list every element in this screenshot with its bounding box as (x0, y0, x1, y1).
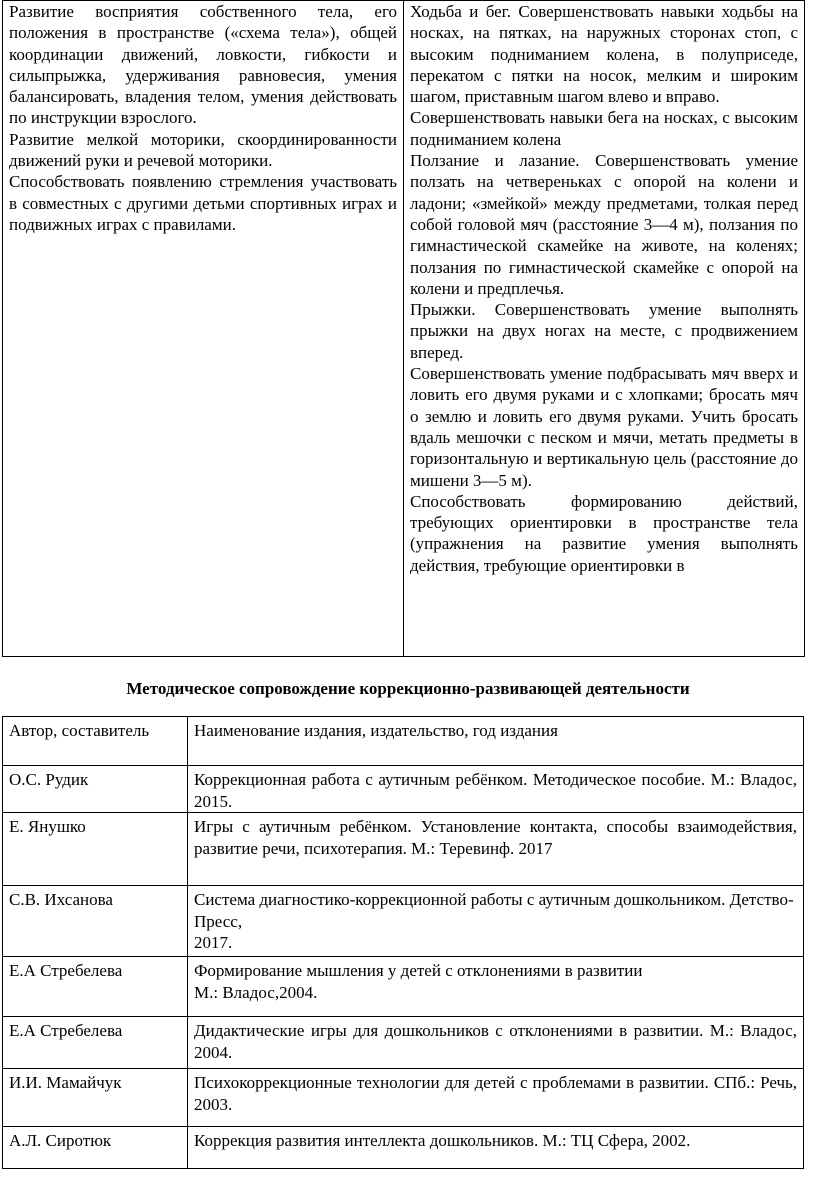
title-cell: Коррекционная работа с аутичным ребёнком. Методическое пособие. М.: Владос, 2015. (188, 766, 804, 813)
program-content-table (2, 0, 805, 657)
paragraph: Развитие восприятия собственного тела, его положения в пространстве («схема тела»), общей координации движений, ловкости, гибкости и силыпрыжка, удерживания равновесия, умения балансировать, владения телом, умения действовать по инструкции взрослого. (9, 2, 397, 128)
table-row (3, 957, 804, 1017)
table-row (3, 1017, 804, 1069)
author-cell: Е.А Стребелева (3, 957, 188, 1017)
section-title: Методическое сопровождение коррекционно-развивающей деятельности (126, 679, 690, 698)
table-row (3, 1, 805, 657)
title-cell: Система диагностико-коррекционной работы с аутичным дошкольником. Детство-Пресс, 2017. (188, 886, 804, 957)
paragraph: Способствовать формированию действий, требующих ориентировки в пространстве тела (упражнения на развитие умения выполнять действия, требующие ориентировки в (410, 491, 798, 575)
title-cell: Психокоррекционные технологии для детей с проблемами в развитии. СПб.: Речь, 2003. (188, 1069, 804, 1127)
paragraph: Ходьба и бег. Совершенствовать навыки ходьбы на носках, на пятках, на наружных сторонах стоп, с высоким подниманием колена, в полуприседе, перекатом с пятки на носок, мелким и широким шагом, приставным шагом влево и вправо. (410, 2, 798, 107)
tasks-cell (3, 1, 404, 657)
paragraph: Совершенствовать умение подбрасывать мяч вверх и ловить его двумя руками и с хлопками; бросать мяч о землю и ловить его двумя руками. Учить бросать вдаль мешочки с песком и мячи, метать предметы в горизонтальную и вертикальную цель (расстояние до мишени 3—5 м). (410, 364, 798, 490)
paragraph: Прыжки. Совершенствовать умение выполнять прыжки на двух ногах на месте, с продвижением вперед. (410, 300, 798, 362)
table-row (3, 886, 804, 957)
title-cell: Дидактические игры для дошкольников с отклонениями в развитии. М.: Владос, 2004. (188, 1017, 804, 1069)
author-cell: И.И. Мамайчук (3, 1069, 188, 1127)
author-cell: Е.А Стребелева (3, 1017, 188, 1069)
header-title: Наименование издания, издательство, год издания (188, 717, 804, 766)
header-author: Автор, составитель (3, 717, 188, 766)
paragraph: Способствовать появлению стремления участвовать в совместных с другими детьми спортивных играх и подвижных играх с правилами. (9, 172, 397, 234)
table-header-row (3, 717, 804, 766)
author-cell: А.Л. Сиротюк (3, 1127, 188, 1169)
content-cell (404, 1, 805, 657)
table-row (3, 766, 804, 813)
title-cell: Игры с аутичным ребёнком. Установление контакта, способы взаимодействия, развитие речи, психотерапия. М.: Теревинф. 2017 (188, 813, 804, 886)
table-row (3, 1069, 804, 1127)
paragraph: Развитие мелкой моторики, скоординированности движений руки и речевой моторики. (9, 129, 397, 171)
table-row (3, 813, 804, 886)
author-cell: С.В. Ихсанова (3, 886, 188, 957)
bibliography-table (2, 716, 804, 1169)
title-cell: Формирование мышления у детей с отклонениями в развитии М.: Владос,2004. (188, 957, 804, 1017)
table-row (3, 1127, 804, 1169)
paragraph: Ползание и лазание. Совершенствовать умение ползать на четвереньках с опорой на колени и ладони; «змейкой» между предметами, толкая перед собой головой мяч (расстояние 3—4 м), ползания по гимнастической скамейке на животе, на коленях; ползания по гимнастической скамейке с опорой на колени и предплечья. (410, 151, 798, 298)
title-cell: Коррекция развития интеллекта дошкольников. М.: ТЦ Сфера, 2002. (188, 1127, 804, 1169)
paragraph: Совершенствовать навыки бега на носках, с высоким подниманием колена (410, 108, 798, 149)
author-cell: Е. Янушко (3, 813, 188, 886)
author-cell: О.С. Рудик (3, 766, 188, 813)
